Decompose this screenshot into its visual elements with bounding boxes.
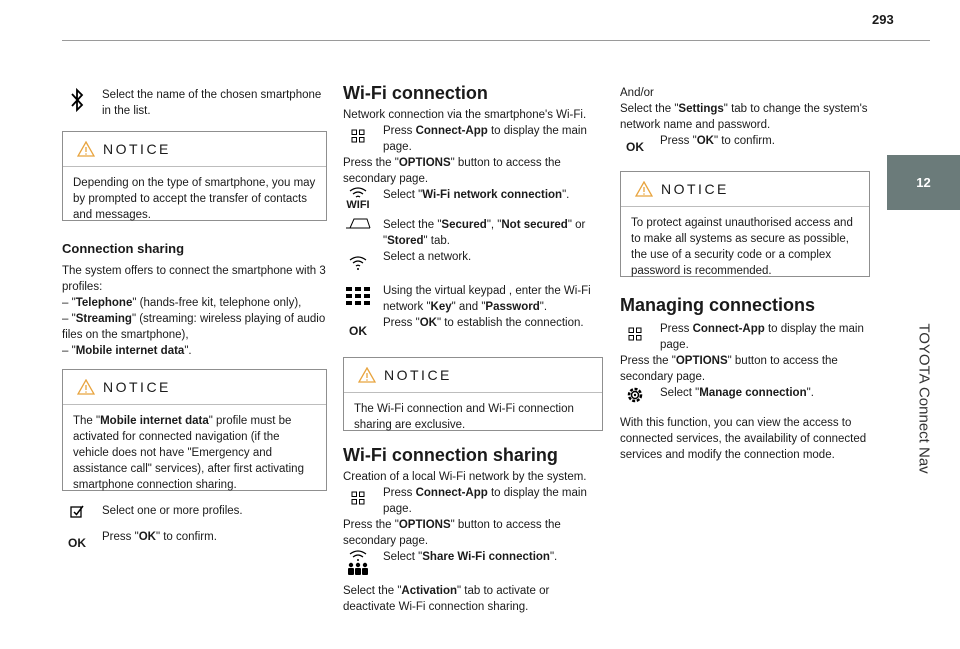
column-1 — [62, 87, 327, 551]
notice-header — [63, 370, 326, 405]
press-connect-text: Press Connect-App to display the main page. — [383, 125, 587, 153]
checkbox-edit-icon — [62, 503, 92, 519]
apps-grid-icon — [343, 485, 373, 505]
manage-connection-step — [620, 385, 870, 405]
press-connect-text: Press Connect-App to display the main page. — [660, 323, 864, 351]
connection-sharing-intro: The system offers to connect the smartphone with 3 profiles: — [62, 265, 326, 293]
notice-body: To protect against unauthorised access and to make all systems as secure as possible, the use of a security code or a complex password is recommended. — [631, 217, 853, 277]
page-number: 293 — [872, 12, 894, 27]
list-item: – "Streaming" (streaming: wireless playing of audio files on the smartphone), — [62, 313, 326, 341]
column-3 — [620, 85, 870, 463]
notice-box — [343, 357, 603, 431]
apps-grid-icon — [620, 321, 650, 341]
notice-body: The "Mobile internet data" profile must be activated for connected navigation (if the vehicle does not have "Emergency and assistance call" services), after first activating smartphone connection sharing. — [73, 415, 304, 491]
bluetooth-icon — [62, 87, 92, 113]
select-profiles-step — [62, 503, 327, 519]
andor-text: And/or — [620, 87, 654, 99]
share-wifi-step — [343, 549, 603, 577]
notice-body: The Wi-Fi connection and Wi-Fi connection sharing are exclusive. — [354, 403, 574, 431]
list-item: – "Telephone" (hands-free kit, telephone only), — [62, 297, 302, 309]
select-network-step — [343, 249, 603, 271]
warning-icon — [635, 181, 653, 197]
chapter-title-text: TOYOTA Connect Nav — [915, 323, 933, 474]
press-ok-step — [62, 529, 327, 551]
share-wifi-icon — [343, 549, 373, 577]
wifi-connection-heading: Wi-Fi connection — [343, 83, 488, 103]
apps-grid-icon — [343, 123, 373, 143]
gear-icon — [620, 385, 650, 405]
select-profiles-text: Select one or more profiles. — [102, 505, 243, 517]
press-options-text: Press the "OPTIONS" button to access the secondary page. — [343, 157, 561, 185]
managing-connections-heading: Managing connections — [620, 295, 816, 315]
wifi-icon-label: WIFI — [346, 199, 370, 211]
bluetooth-step — [62, 87, 327, 119]
warning-icon — [358, 367, 376, 383]
sharing-intro: Creation of a local Wi-Fi network by the system. — [343, 471, 587, 483]
ok-icon: OK — [68, 536, 86, 550]
function-text: With this function, you can view the access to connected services, the availability of connected services and modify the connection mode. — [620, 417, 867, 461]
chapter-tab[interactable]: 12 — [887, 155, 960, 210]
notice-box — [62, 369, 327, 491]
select-tabs-text: Select the "Secured", "Not secured" or "Stored" tab. — [383, 219, 586, 247]
select-phone-text: Select the name of the chosen smartphone in the list. — [102, 89, 322, 117]
ok-icon: OK — [626, 140, 644, 154]
press-ok-text: Press "OK" to confirm. — [102, 531, 217, 543]
select-share-text: Select "Share Wi-Fi connection". — [383, 551, 558, 563]
notice-box — [620, 171, 870, 277]
select-network-text: Select a network. — [383, 251, 472, 263]
keypad-step — [343, 283, 603, 315]
column-2 — [343, 85, 603, 615]
wifi-intro: Network connection via the smartphone's Wi-Fi. — [343, 109, 587, 121]
ok-icon: OK — [349, 324, 367, 338]
press-options-text: Press the "OPTIONS" button to access the secondary page. — [620, 355, 838, 383]
select-wifi-step — [343, 187, 603, 211]
press-ok-text: Press "OK" to establish the connection. — [383, 317, 584, 329]
warning-icon — [77, 379, 95, 395]
keypad-icon — [343, 283, 373, 305]
press-connect-step — [343, 123, 603, 155]
notice-header — [63, 132, 326, 167]
press-connect-step — [343, 485, 603, 517]
press-ok-step — [343, 315, 603, 339]
press-connect-step — [620, 321, 870, 353]
wifi-signal-icon — [343, 249, 373, 271]
select-wifi-text: Select "Wi-Fi network connection". — [383, 189, 570, 201]
keypad-text: Using the virtual keypad , enter the Wi-Fi network "Key" and "Password". — [383, 285, 591, 313]
notice-title: NOTICE — [103, 379, 171, 395]
select-tabs-step — [343, 217, 603, 249]
wifi-network-icon — [343, 187, 373, 211]
notice-title: NOTICE — [103, 141, 171, 157]
press-connect-text: Press Connect-App to display the main page. — [383, 487, 587, 515]
activation-text: Select the "Activation" tab to activate or deactivate Wi-Fi connection sharing. — [343, 585, 550, 613]
header-divider — [62, 40, 930, 41]
connection-sharing-heading: Connection sharing — [62, 241, 185, 256]
notice-title: NOTICE — [384, 367, 452, 383]
notice-title: NOTICE — [661, 181, 729, 197]
notice-body: Depending on the type of smartphone, you may by prompted to accept the transfer of contacts and messages. — [73, 177, 316, 221]
warning-icon — [77, 141, 95, 157]
notice-header — [344, 358, 602, 393]
press-ok-text: Press "OK" to confirm. — [660, 135, 775, 147]
notice-box — [62, 131, 327, 221]
tab-icon — [343, 217, 373, 229]
press-ok-step — [620, 133, 870, 155]
list-item: – "Mobile internet data". — [62, 345, 192, 357]
wifi-sharing-heading: Wi-Fi connection sharing — [343, 445, 558, 465]
chapter-side-title — [898, 220, 948, 580]
notice-header — [621, 172, 869, 207]
press-options-text: Press the "OPTIONS" button to access the secondary page. — [343, 519, 561, 547]
settings-text: Select the "Settings" tab to change the system's network name and password. — [620, 103, 868, 131]
select-manage-text: Select "Manage connection". — [660, 387, 814, 399]
